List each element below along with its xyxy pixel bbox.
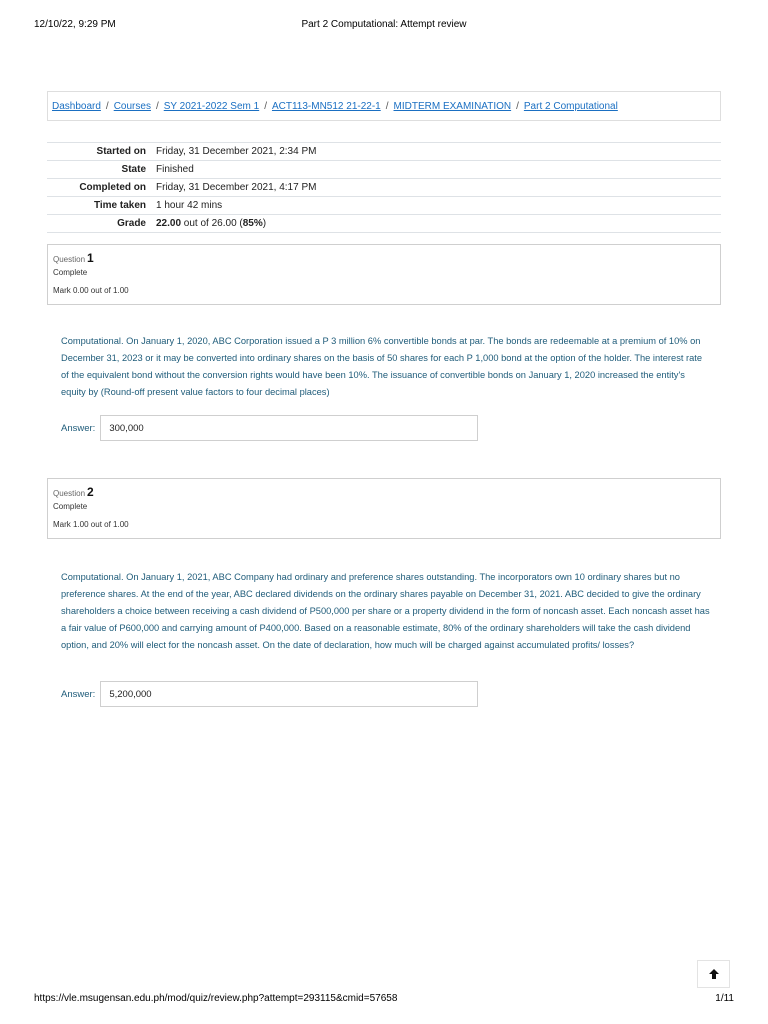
question-2-answer-row (61, 681, 478, 707)
question-2-info (47, 478, 721, 539)
breadcrumb-quiz[interactable]: Part 2 Computational (523, 100, 618, 112)
question-number-value: 2 (87, 485, 94, 499)
answer-field[interactable]: 300,000 (100, 415, 478, 441)
question-state: Complete (53, 268, 88, 277)
answer-label: Answer: (61, 422, 96, 434)
summary-row-time (47, 197, 721, 215)
breadcrumb (47, 91, 721, 121)
breadcrumb-separator: / (264, 100, 267, 112)
started-label: Started on (47, 143, 151, 161)
breadcrumb-course[interactable]: ACT113-MN512 21-22-1 (271, 100, 381, 112)
started-value: Friday, 31 December 2021, 2:34 PM (151, 143, 721, 161)
arrow-up-icon (708, 968, 720, 980)
grade-score: 22.00 (156, 218, 182, 229)
answer-field[interactable]: 5,200,000 (100, 681, 478, 707)
completed-value: Friday, 31 December 2021, 4:17 PM (151, 179, 721, 197)
breadcrumb-semester[interactable]: SY 2021-2022 Sem 1 (163, 100, 260, 112)
completed-label: Completed on (47, 179, 151, 197)
answer-label: Answer: (61, 688, 96, 700)
summary-row-completed (47, 179, 721, 197)
question-number (53, 251, 715, 265)
grade-close: ) (262, 218, 267, 229)
state-label: State (47, 161, 151, 179)
breadcrumb-separator: / (516, 100, 519, 112)
question-mark: Mark 1.00 out of 1.00 (53, 520, 129, 529)
breadcrumb-separator: / (385, 100, 389, 112)
print-date: 12/10/22, 9:29 PM (34, 19, 116, 30)
breadcrumb-separator: / (155, 100, 159, 112)
question-word: Question (53, 255, 86, 264)
question-1-answer-row (61, 415, 478, 441)
print-title: Part 2 Computational: Attempt review (301, 19, 467, 30)
time-taken-label: Time taken (47, 197, 151, 215)
breadcrumb-courses[interactable]: Courses (113, 100, 151, 112)
breadcrumb-dashboard[interactable]: Dashboard (52, 100, 101, 112)
grade-label: Grade (47, 215, 151, 233)
summary-row-grade (47, 215, 721, 233)
question-state: Complete (53, 502, 88, 511)
attempt-summary-table (47, 142, 721, 233)
question-word: Question (53, 489, 86, 498)
question-1-text: Computational. On January 1, 2020, ABC Corporation issued a P 3 million 6% convertible bonds at par. The bonds are redeemable at a premium of 10% on December 31, 2023 or it may be converted into ordinary shares on the basis of 50 shares for each P 1,000 bond at the option of the holder. The interest rate of the equivalent bond without the conversion rights would have been 10%. The issuance of convertible bonds on January 1, 2020 increased the entity's equity by (Round-off present value factors to four decimal places) (61, 336, 703, 397)
grade-out-of: out of 26.00 ( (181, 218, 243, 229)
question-mark: Mark 0.00 out of 1.00 (53, 286, 129, 295)
breadcrumb-exam[interactable]: MIDTERM EXAMINATION (393, 100, 512, 112)
time-taken-value: 1 hour 42 mins (151, 197, 721, 215)
grade-percent: 85% (242, 218, 263, 229)
back-to-top-button[interactable] (697, 960, 730, 988)
summary-row-started (47, 143, 721, 161)
question-1-info (47, 244, 721, 305)
state-value: Finished (151, 161, 721, 179)
summary-row-state (47, 161, 721, 179)
question-number-value: 1 (87, 251, 94, 265)
question-2-text: Computational. On January 1, 2021, ABC Company had ordinary and preference shares outstanding. The incorporators own 10 ordinary shares but no preference shares. At the end of the year, ABC declared dividends on the ordinary shares payable on December 31, 2021. ABC decided to give the ordinary shareholders a choice between receiving a cash dividend of P500,000 per share or a property dividend in the form of noncash asset. Each noncash asset has a fair value of P600,000 and carrying amount of P400,000. Based on a reasonable estimate, 80% of the ordinary shareholders will take the cash dividend option, and 20% will elect for the noncash asset. On the date of declaration, how much will be charged against accumulated profits/ losses? (61, 572, 710, 650)
page-number: 1/11 (715, 993, 734, 1004)
grade-value (151, 215, 721, 233)
page-url: https://vle.msugensan.edu.ph/mod/quiz/review.php?attempt=293115&cmid=57658 (34, 993, 398, 1004)
breadcrumb-separator: / (105, 100, 109, 112)
question-number (53, 485, 715, 499)
